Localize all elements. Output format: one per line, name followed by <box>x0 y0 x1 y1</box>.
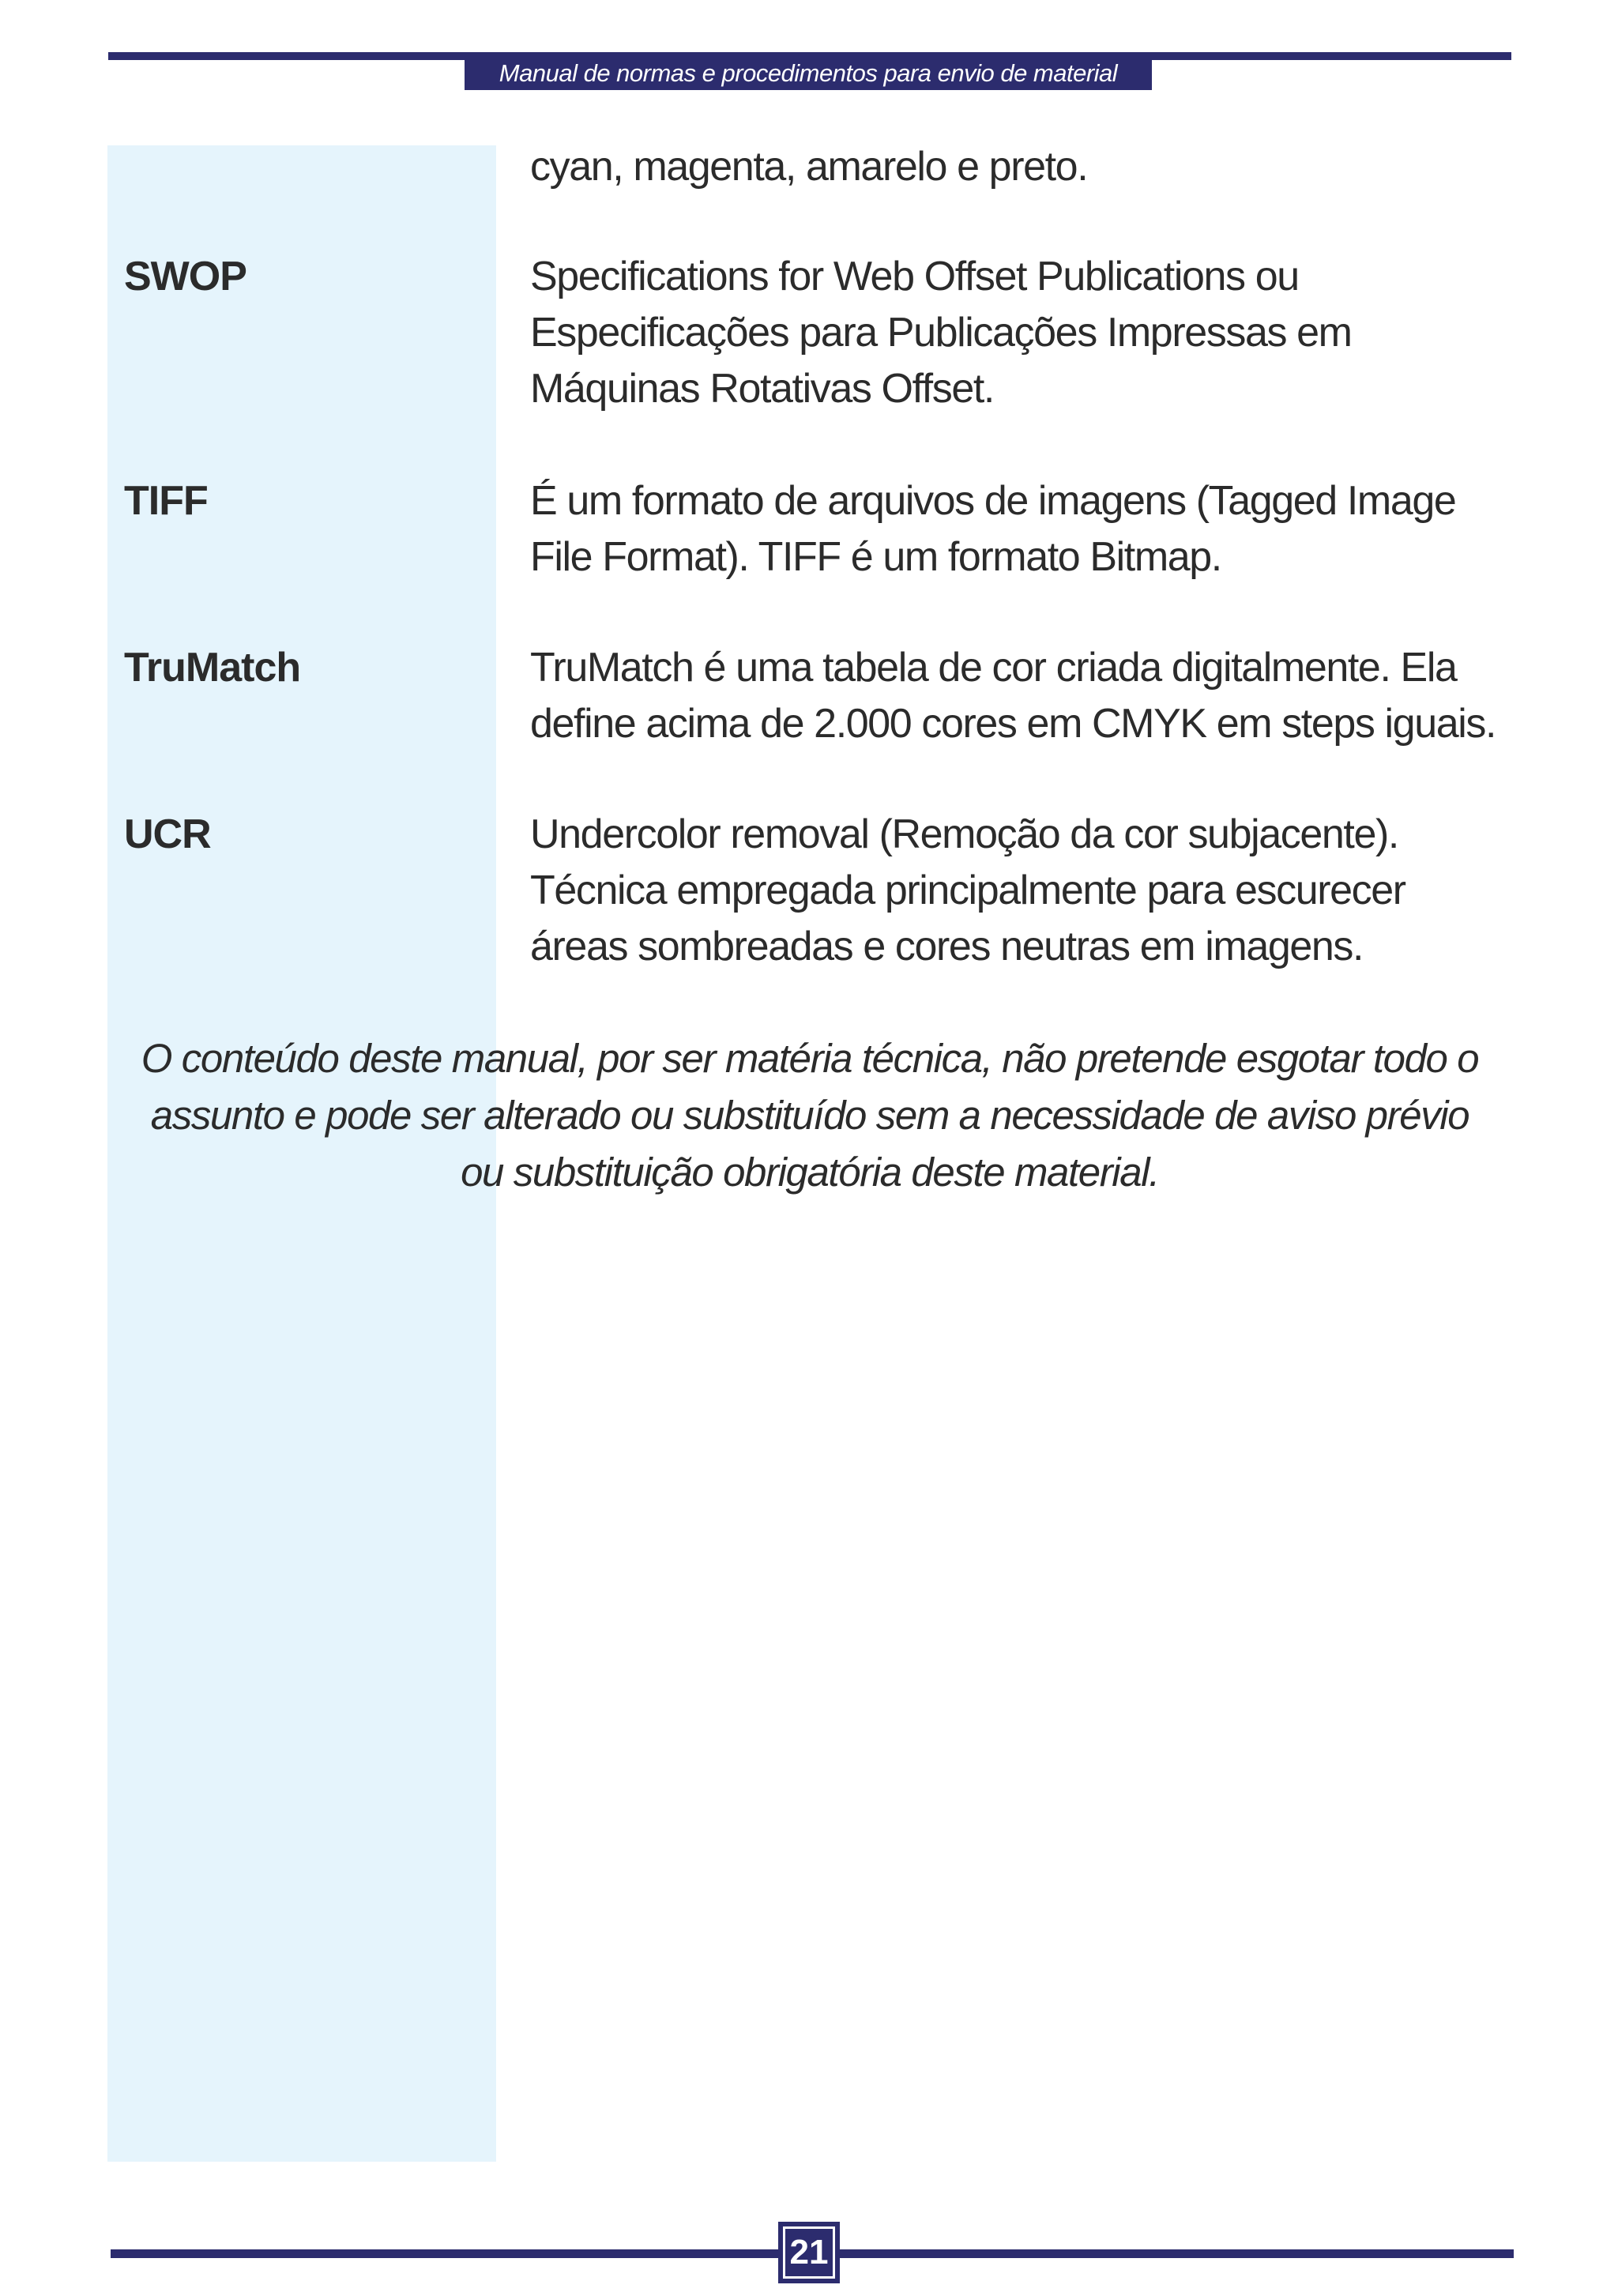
disclaimer-line: ou substituição obrigatória deste material. <box>461 1150 1159 1195</box>
definition-line: áreas sombreadas e cores neutras em imagens. <box>530 924 1364 969</box>
glossary-definition-tiff <box>530 473 1518 585</box>
glossary-definition-swop <box>530 249 1518 417</box>
glossary-term-trumatch: TruMatch <box>124 645 301 691</box>
definition-line: É um formato de arquivos de imagens (Tagged Image <box>530 478 1456 524</box>
disclaimer-line: assunto e pode ser alterado ou substituído sem a necessidade de aviso prévio <box>150 1093 1469 1138</box>
disclaimer-note <box>119 1030 1501 1201</box>
definition-line: define acima de 2.000 cores em CMYK em steps iguais. <box>530 701 1496 747</box>
disclaimer-line: O conteúdo deste manual, por ser matéria técnica, não pretende esgotar todo o <box>141 1036 1479 1081</box>
definition-line: Máquinas Rotativas Offset. <box>530 366 994 412</box>
continuation-text: cyan, magenta, amarelo e preto. <box>530 144 1088 190</box>
glossary-definition-trumatch <box>530 640 1518 752</box>
glossary-definition-ucr <box>530 807 1518 975</box>
glossary-term-tiff: TIFF <box>124 478 208 524</box>
definition-line: File Format). TIFF é um formato Bitmap. <box>530 534 1221 580</box>
page-number: 21 <box>778 2222 840 2283</box>
definition-line: Undercolor removal (Remoção da cor subjacente). <box>530 811 1398 857</box>
header-title: Manual de normas e procedimentos para envio de material <box>465 57 1152 90</box>
glossary-term-ucr: UCR <box>124 811 211 857</box>
definition-line: Specifications for Web Offset Publications ou <box>530 254 1299 299</box>
definition-line: Técnica empregada principalmente para escurecer <box>530 868 1405 913</box>
definition-line: Especificações para Publicações Impressas em <box>530 310 1352 356</box>
glossary-term-swop: SWOP <box>124 254 246 299</box>
definition-line: TruMatch é uma tabela de cor criada digitalmente. Ela <box>530 645 1457 691</box>
